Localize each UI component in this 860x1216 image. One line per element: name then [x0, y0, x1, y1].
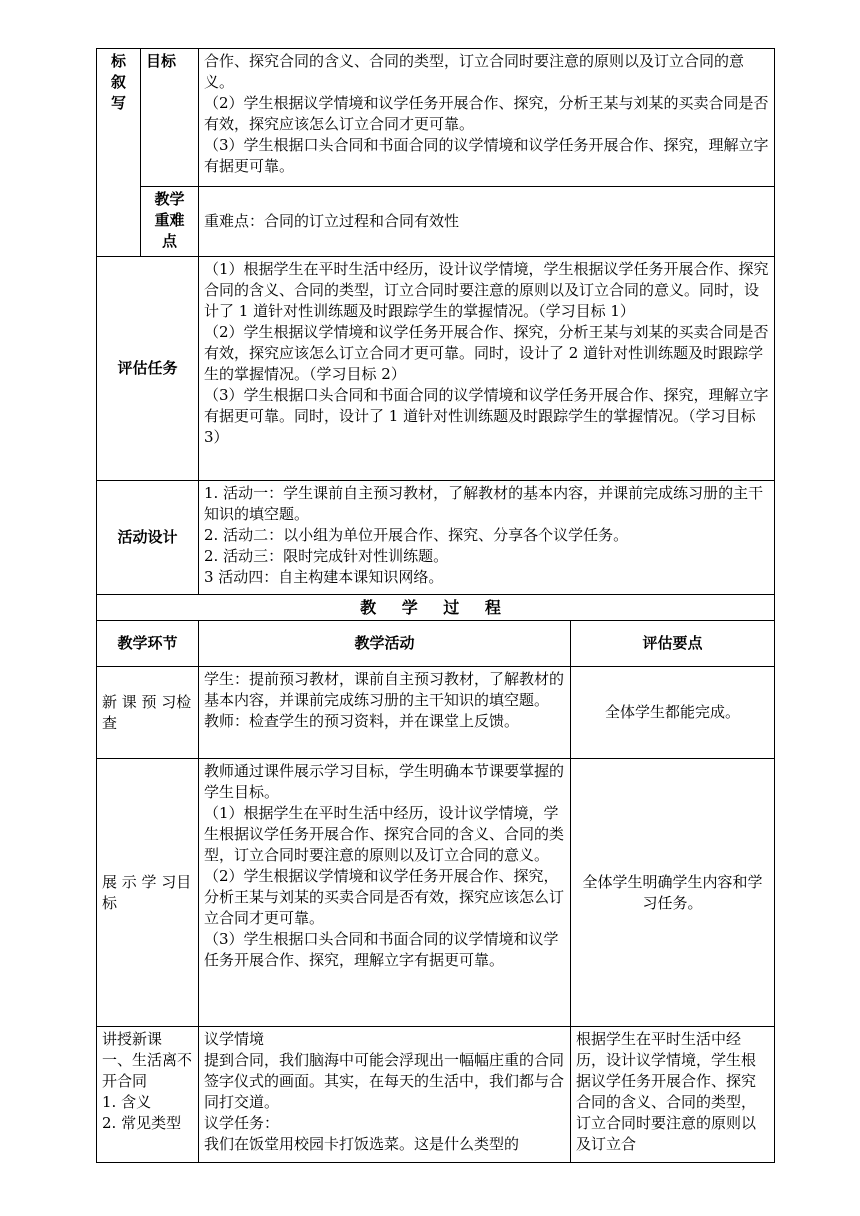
- difficulty-label: 教学 重难 点: [141, 187, 199, 257]
- activity-line: 1. 活动一：学生课前自主预习教材，了解教材的基本内容，并课前完成练习册的主干知识的填空题。: [204, 484, 764, 523]
- activity-cell: [199, 759, 571, 1027]
- assessment-line: （3）学生根据口头合同和书面合同的议学情境和议学任务开展合作、探究，理解立字有据更可靠。同时，设计了 1 道针对性训练题及时跟踪学生的掌握情况。（学习目标 3）: [204, 386, 769, 446]
- assessment-line: （2）学生根据议学情境和议学任务开展合作、探究，分析王某与刘某的买卖合同是否有效，探究应该怎么订立合同才更可靠。同时，设计了 2 道针对性训练题及时跟踪学生的掌握情况。（学习目标 2）: [204, 323, 769, 383]
- stage-cell: 展 示 学 习目标: [97, 759, 199, 1027]
- point-cell: 全体学生明确学生内容和学习任务。: [571, 759, 775, 1027]
- activity-line: 3 活动四：自主构建本课知识网络。: [204, 568, 444, 586]
- point-cell: 根据学生在平时生活中经历，设计议学情境，学生根据议学任务开展合作、探究合同的含义、合同的类型，订立合同时要注意的原则以及订立合: [571, 1027, 775, 1163]
- activity-cell: [199, 1027, 571, 1163]
- activity-text: （1）根据学生在平时生活中经历，设计议学情境，学生根据议学任务开展合作、探究合同的含义、合同的类型，订立合同时要注意的原则以及订立合同的意义。: [204, 804, 565, 864]
- stage-line: 1. 含义: [102, 1093, 152, 1111]
- assessment-label: 评估任务: [97, 257, 199, 481]
- assessment-content: [199, 257, 775, 481]
- activity-text: 议学情境: [204, 1030, 265, 1048]
- activity-text: 我们在饭堂用校园卡打饭选菜。这是什么类型的: [204, 1135, 520, 1153]
- activity-text: （2）学生根据议学情境和议学任务开展合作、探究，分析王某与刘某的买卖合同是否有效，探究应该怎么订立合同才更可靠。: [204, 867, 565, 927]
- header-point: 评估要点: [571, 621, 775, 667]
- activity-cell: [199, 667, 571, 759]
- goal-label: 目标: [141, 49, 199, 187]
- activity-line: 2. 活动二：以小组为单位开展合作、探究、分享各个议学任务。: [204, 526, 629, 544]
- process-title: 教 学 过 程: [97, 595, 775, 621]
- activity-text: 议学任务：: [204, 1114, 280, 1132]
- activity-text: 提到合同，我们脑海中可能会浮现出一幅幅庄重的合同签字仪式的画面。其实，在每天的生活中，我们都与合同打交道。: [204, 1051, 565, 1111]
- header-activity: 教学活动: [199, 621, 571, 667]
- objectives-side-label: 标 叙 写: [97, 49, 141, 257]
- point-cell: 全体学生都能完成。: [571, 667, 775, 759]
- activity-text: （3）学生根据口头合同和书面合同的议学情境和议学任务开展合作、探究，理解立字有据更可靠。: [204, 930, 559, 969]
- activities-label: 活动设计: [97, 481, 199, 595]
- activity-text: 教师通过课件展示学习目标，学生明确本节课要掌握的学生目标。: [204, 762, 565, 801]
- header-stage: 教学环节: [97, 621, 199, 667]
- stage-cell: [97, 1027, 199, 1163]
- goal-line: （3）学生根据口头合同和书面合同的议学情境和议学任务开展合作、探究，理解立字有据更可靠。: [204, 136, 769, 175]
- assessment-line: （1）根据学生在平时生活中经历，设计议学情境，学生根据议学任务开展合作、探究合同的含义、合同的类型，订立合同时要注意的原则以及订立合同的意义。同时，设计了 1 道针对性训练题及时跟踪学生的掌握情况。（学习目标 1）: [204, 260, 769, 320]
- activity-text: 教师：检查学生的预习资料，并在课堂上反馈。: [204, 712, 520, 730]
- stage-line: 2. 常见类型: [102, 1114, 182, 1132]
- goal-line: （2）学生根据议学情境和议学任务开展合作、探究，分析王某与刘某的买卖合同是否有效，探究应该怎么订立合同才更可靠。: [204, 94, 769, 133]
- activities-content: [199, 481, 775, 595]
- stage-line: 讲授新课: [102, 1030, 163, 1048]
- goal-content: [199, 49, 775, 187]
- stage-line: 一、生活离不开合同: [102, 1051, 193, 1090]
- activity-line: 2. 活动三：限时完成针对性训练题。: [204, 547, 449, 565]
- difficulty-content: 重难点：合同的订立过程和合同有效性: [199, 187, 775, 257]
- stage-cell: 新 课 预 习检查: [97, 667, 199, 759]
- lesson-plan-table: [96, 48, 775, 1163]
- activity-text: 学生：提前预习教材，课前自主预习教材，了解教材的基本内容，并课前完成练习册的主干知识的填空题。: [204, 670, 565, 709]
- goal-line: 合作、探究合同的含义、合同的类型，订立合同时要注意的原则以及订立合同的意义。: [204, 52, 745, 91]
